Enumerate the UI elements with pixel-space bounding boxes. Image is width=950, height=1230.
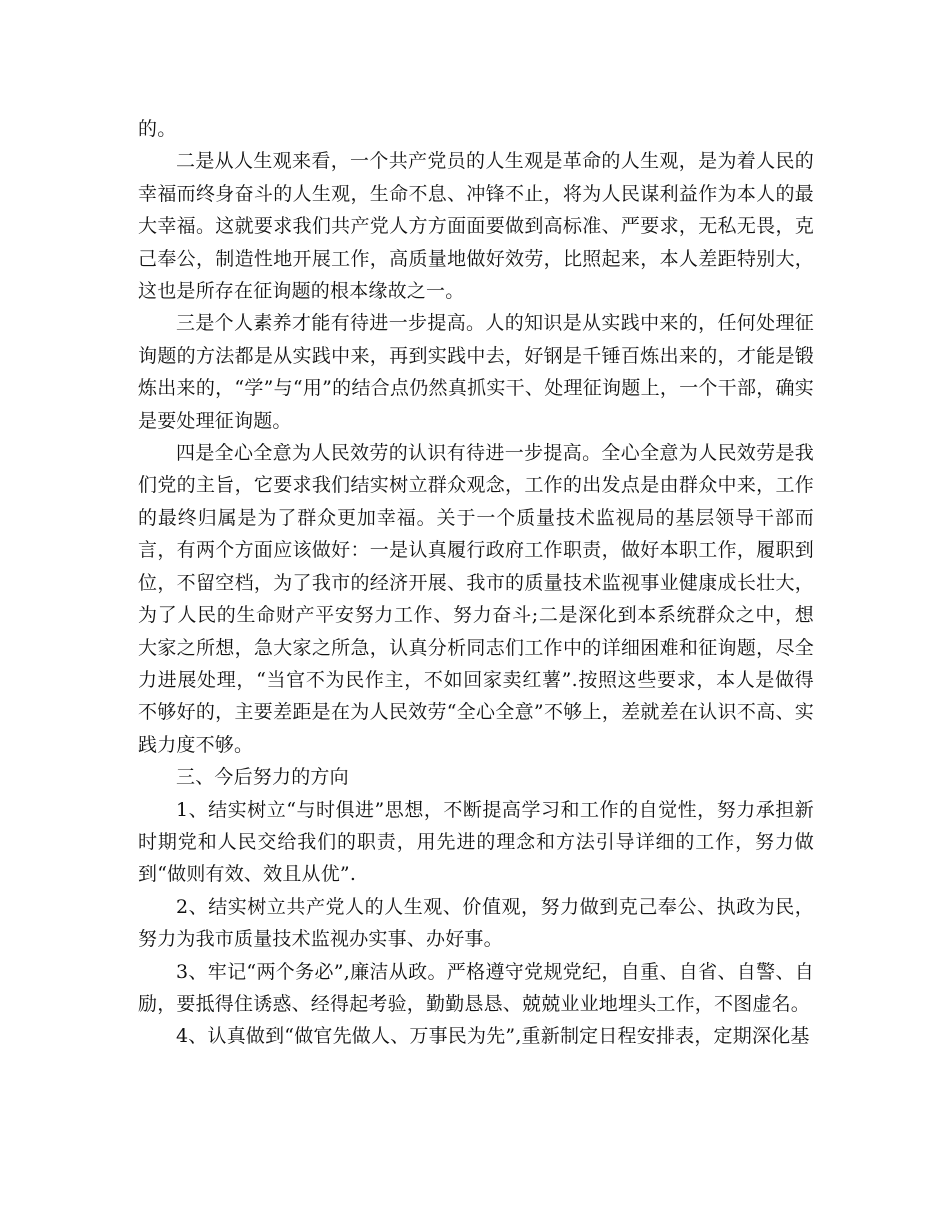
paragraph-point-four: 四是全心全意为人民效劳的认识有待进一步提高。全心全意为人民效劳是我们党的主旨，它要求我们结实树立群众观念，工作的出发点是由群众中来，工作的最终归属是为了群众更加幸福。关于一个质量技术监视局的基层领导干部而言，有两个方面应该做好：一是认真履行政府工作职责，做好本职工作，履职到位，不留空档，为了我市的经济开展、我市的质量技术监视事业健康成长壮大，为了人民的生命财产平安努力工作、努力奋斗;二是深化到本系统群众之中，想大家之所想，急大家之所急，认真分析同志们工作中的详细困难和征询题，尽全力进展处理，“当官不为民作主，不如回家卖红薯”.按照这些要求，本人是做得不够好的，主要差距是在为人民效劳“全心全意”不够上，差就差在认识不高、实践力度不够。 <box>138 442 814 756</box>
document-body <box>138 113 814 1053</box>
section-heading: 三、今后努力的方向 <box>176 766 349 789</box>
paragraph-continuation: 的。 <box>138 118 177 140</box>
list-item-2: 2、结实树立共产党人的人生观、价值观，努力做到克己奉公、执政为民，努力为我市质量技术监视办实事、办好事。 <box>138 895 814 951</box>
list-item-3: 3、牢记“两个务必”,廉洁从政。严格遵守党规党纪，自重、自省、自警、自励，要抵得住诱惑、经得起考验，勤勤恳恳、兢兢业业地埋头工作，不图虚名。 <box>138 960 814 1015</box>
paragraph-point-three: 三是个人素养才能有待进一步提高。人的知识是从实践中来的，任何处理征询题的方法都是从实践中来，再到实践中去，好钢是千锤百炼出来的，才能是锻炼出来的，“学”与“用”的结合点仍然真抓实干、处理征询题上，一个干部，确实是要处理征询题。 <box>138 312 814 432</box>
list-item-4: 4、认真做到“做官先做人、万事民为先”,重新制定日程安排表，定期深化基 <box>176 1025 810 1048</box>
list-item-1: 1、结实树立“与时俱进”思想，不断提高学习和工作的自觉性，努力承担新时期党和人民交给我们的职责，用先进的理念和方法引导详细的工作，努力做到“做则有效、效且从优”. <box>138 798 814 886</box>
paragraph-point-two: 二是从人生观来看，一个共产党员的人生观是革命的人生观，是为着人民的幸福而终身奋斗的人生观，生命不息、冲锋不止，将为人民谋利益作为本人的最大幸福。这就要求我们共产党人方方面面要做到高标准、严要求，无私无畏，克己奉公，制造性地开展工作，高质量地做好效劳，比照起来，本人差距特别大，这也是所存在征询题的根本缘故之一。 <box>138 150 814 303</box>
